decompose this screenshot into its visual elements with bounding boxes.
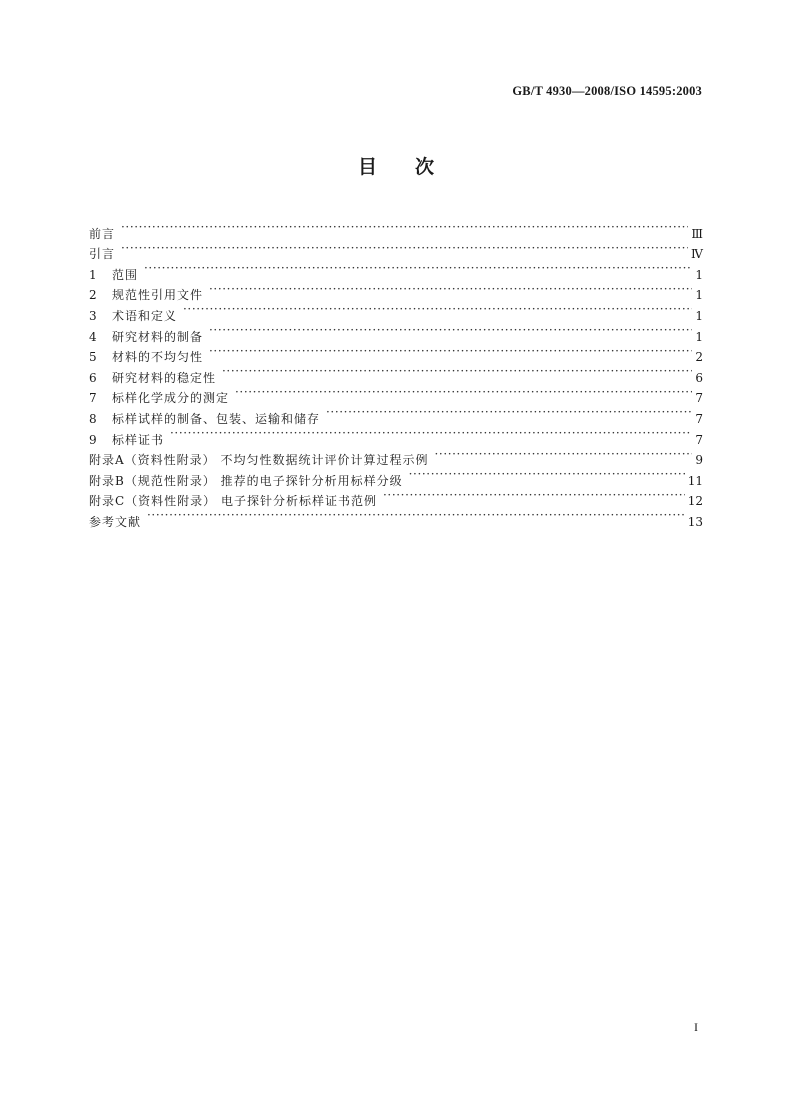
toc-entry-label: 参考文献: [89, 514, 142, 529]
toc-entry-number: 3: [89, 308, 97, 323]
toc-leader-dots: [209, 279, 692, 300]
toc-entry[interactable]: [89, 505, 703, 529]
toc-entry-label: 规范性引用文件: [112, 288, 204, 303]
toc-entry-number: 4: [89, 329, 97, 344]
toc-leader-dots: [409, 464, 685, 485]
toc-entry[interactable]: [89, 279, 703, 303]
toc-entry-page: 13: [687, 514, 703, 529]
toc-entry-page: 1: [695, 267, 703, 282]
toc-leader-dots: [183, 299, 692, 320]
toc-entry-number: 2: [89, 288, 97, 303]
toc-entry-label: 引言: [89, 247, 116, 262]
table-of-contents: [89, 217, 703, 529]
toc-entry-page: 7: [695, 411, 703, 426]
toc-leader-dots: [147, 505, 685, 526]
toc-entry[interactable]: [89, 238, 703, 262]
toc-entry-number: 7: [89, 391, 97, 406]
page-number: I: [694, 1020, 698, 1034]
toc-leader-dots: [235, 382, 692, 403]
toc-entry-page: 12: [687, 494, 703, 509]
toc-leader-dots: [209, 341, 692, 362]
toc-leader-dots: [434, 444, 692, 465]
toc-entry-number: 5: [89, 350, 97, 365]
standard-number: GB/T 4930—2008/ISO 14595:2003: [512, 84, 702, 98]
toc-leader-dots: [383, 485, 685, 506]
toc-entry-page: 7: [695, 432, 703, 447]
toc-entry-number: 1: [89, 267, 97, 282]
toc-entry[interactable]: [89, 320, 703, 344]
toc-entry-label: 附录A（资料性附录） 不均匀性数据统计评价计算过程示例: [89, 453, 429, 468]
toc-entry-number: 8: [89, 411, 97, 426]
toc-entry-page: 6: [695, 370, 703, 385]
toc-entry[interactable]: [89, 423, 703, 447]
toc-entry-page: 7: [695, 391, 703, 406]
page-title: 目次: [357, 156, 472, 178]
toc-entry-page: 2: [695, 350, 703, 365]
toc-leader-dots: [144, 258, 692, 279]
toc-entry-label: 附录C（资料性附录） 电子探针分析标样证书范例: [89, 494, 377, 509]
toc-entry-number: 6: [89, 370, 97, 385]
toc-entry-page: 1: [695, 288, 703, 303]
toc-entry-label: 术语和定义: [112, 308, 178, 323]
toc-entry-label: 标样化学成分的测定: [112, 391, 230, 406]
toc-entry[interactable]: [89, 444, 703, 468]
toc-leader-dots: [222, 361, 692, 382]
toc-entry-label: 范围: [112, 267, 139, 282]
toc-entry-label: 研究材料的稳定性: [112, 370, 217, 385]
toc-entry-label: 材料的不均匀性: [112, 350, 204, 365]
toc-entry-label: 标样证书: [112, 432, 165, 447]
toc-entry-page: 11: [687, 473, 703, 488]
toc-entry-label: 附录B（规范性附录） 推荐的电子探针分析用标样分级: [89, 473, 403, 488]
toc-entry-page: Ⅲ: [691, 226, 703, 241]
toc-entry-page: 9: [695, 453, 703, 468]
toc-entry-page: 1: [695, 329, 703, 344]
toc-leader-dots: [170, 423, 692, 444]
toc-leader-dots: [209, 320, 692, 341]
toc-entry-page: 1: [695, 308, 703, 323]
toc-entry-label: 标样试样的制备、包装、运输和储存: [112, 411, 321, 426]
toc-leader-dots: [121, 238, 688, 259]
toc-entry-label: 研究材料的制备: [112, 329, 204, 344]
toc-leader-dots: [326, 402, 692, 423]
toc-entry-page: Ⅳ: [691, 247, 703, 262]
toc-entry[interactable]: [89, 217, 703, 241]
toc-entry[interactable]: [89, 258, 703, 282]
toc-leader-dots: [121, 217, 688, 238]
toc-entry-label: 前言: [89, 226, 116, 241]
toc-entry-number: 9: [89, 432, 97, 447]
